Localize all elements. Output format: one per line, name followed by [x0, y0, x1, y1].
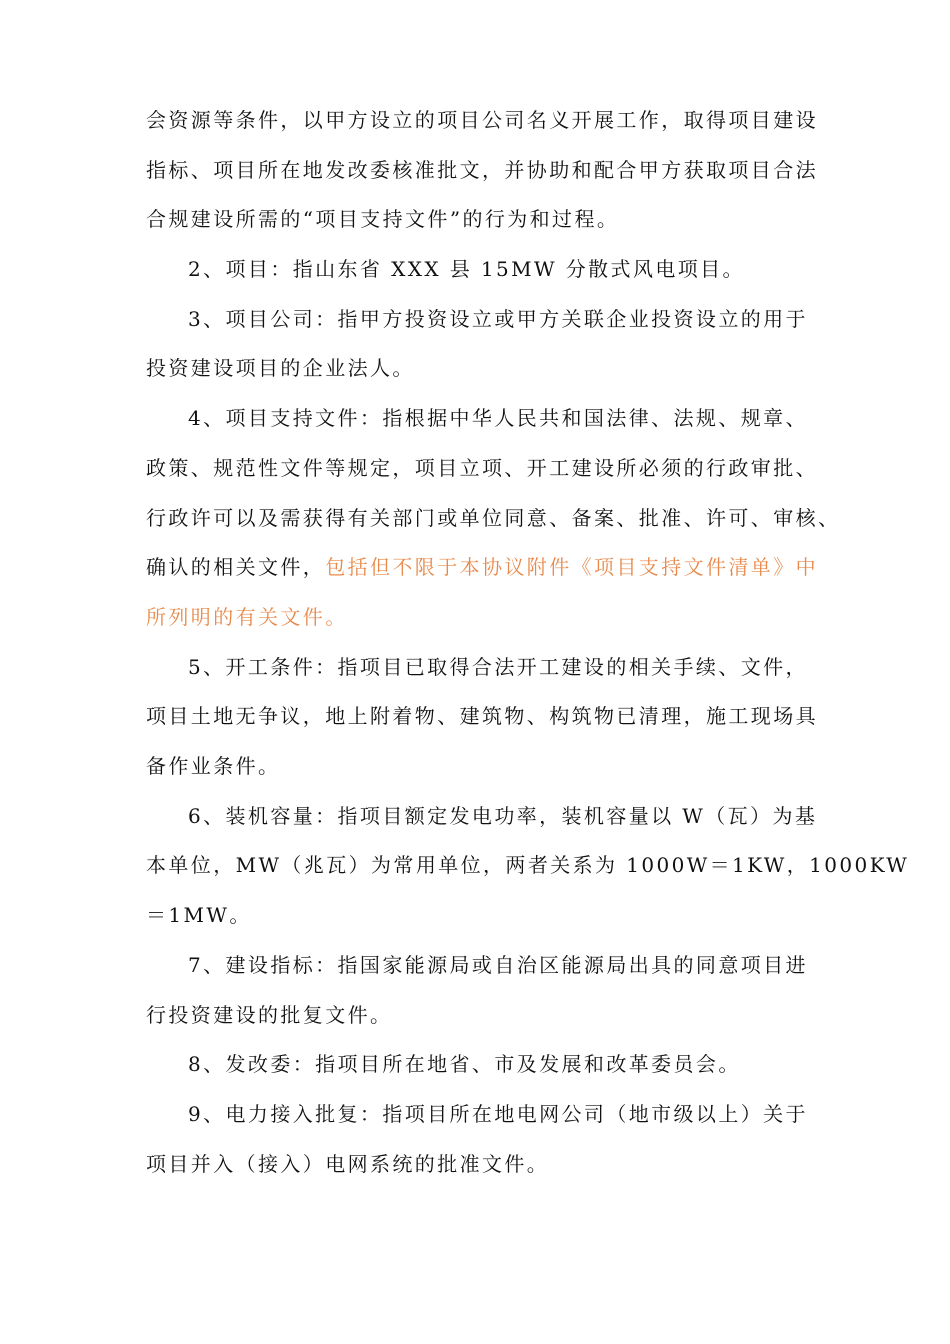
- definition-5: 5、开工条件：指项目已取得合法开工建设的相关手续、文件，: [188, 655, 808, 679]
- text-line: ＝1MW。: [146, 903, 252, 927]
- text-line: 合规建设所需的“项目支持文件”的行为和过程。: [146, 207, 620, 231]
- text-line: 项目并入（接入）电网系统的批准文件。: [146, 1152, 550, 1176]
- highlighted-text: 所列明的有关文件。: [146, 605, 348, 629]
- definition-8: 8、发改委：指项目所在地省、市及发展和改革委员会。: [188, 1052, 741, 1076]
- definition-3: 3、项目公司：指甲方投资设立或甲方关联企业投资设立的用于: [188, 307, 808, 331]
- definition-4: 4、项目支持文件：指根据中华人民共和国法律、法规、规章、: [188, 406, 808, 430]
- text-line: 投资建设项目的企业法人。: [146, 356, 415, 380]
- text-line: 政策、规范性文件等规定，项目立项、开工建设所必须的行政审批、: [146, 456, 818, 480]
- definition-9: 9、电力接入批复：指项目所在地电网公司（地市级以上）关于: [188, 1102, 808, 1126]
- text-line: 行投资建设的批复文件。: [146, 1003, 393, 1027]
- text-segment: 确认的相关文件，: [146, 555, 326, 579]
- text-line: 会资源等条件，以甲方设立的项目公司名义开展工作，取得项目建设: [146, 108, 818, 132]
- text-line: 备作业条件。: [146, 754, 281, 778]
- definition-7: 7、建设指标：指国家能源局或自治区能源局出具的同意项目进: [188, 953, 808, 977]
- text-line: 指标、项目所在地发改委核准批文，并协助和配合甲方获取项目合法: [146, 158, 818, 182]
- text-line: 项目土地无争议，地上附着物、建筑物、构筑物已清理，施工现场具: [146, 704, 818, 728]
- text-line: 行政许可以及需获得有关部门或单位同意、备案、批准、许可、审核、: [146, 506, 841, 530]
- definition-6: 6、装机容量：指项目额定发电功率，装机容量以 W（瓦）为基: [188, 804, 818, 828]
- text-line: [146, 552, 826, 582]
- highlighted-text: 包括但不限于本协议附件《项目支持文件清单》中: [325, 555, 819, 579]
- definition-2: 2、项目：指山东省 XXX 县 15MW 分散式风电项目。: [188, 257, 745, 281]
- text-line: 本单位，MW（兆瓦）为常用单位，两者关系为 1000W＝1KW，1000KW: [146, 853, 910, 877]
